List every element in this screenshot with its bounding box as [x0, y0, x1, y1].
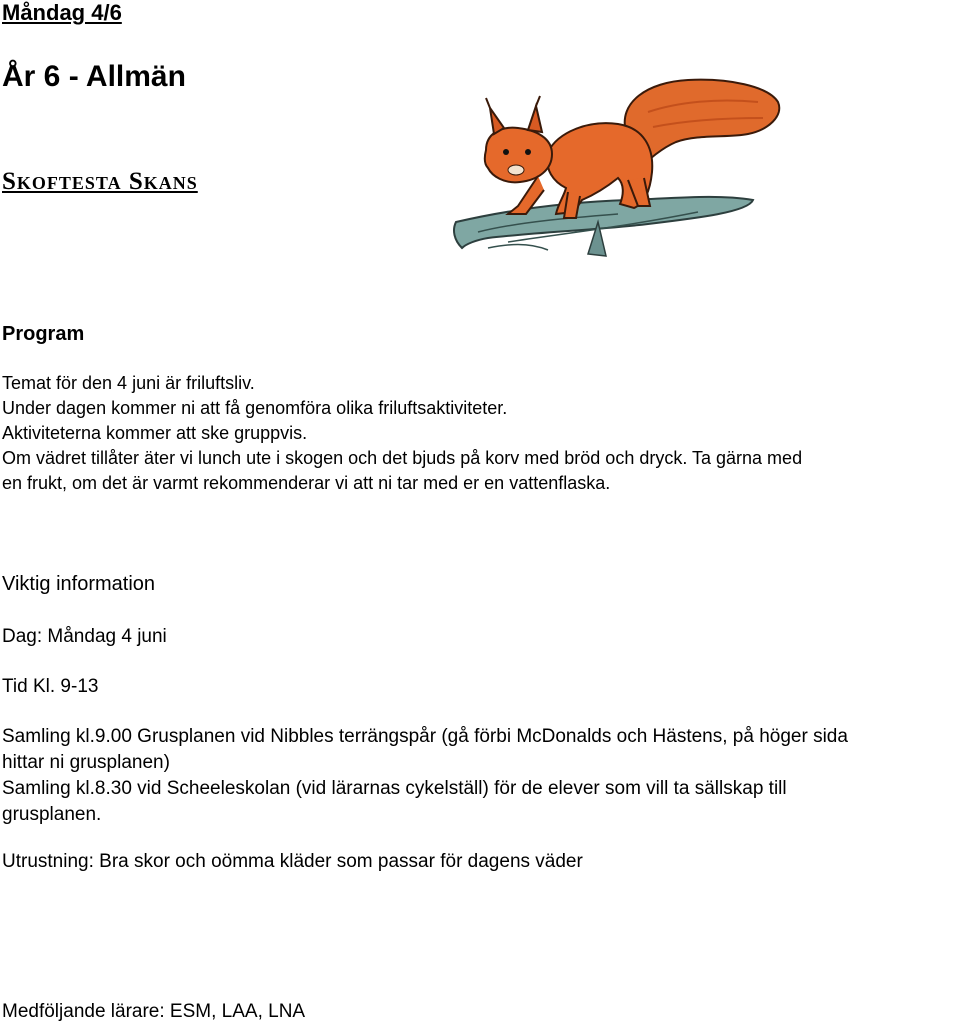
day-text: Dag: Måndag 4 juni	[2, 626, 167, 647]
program-line: en frukt, om det är varmt rekommenderar vi att ni tar med er en vattenflaska.	[2, 473, 611, 493]
program-line: Temat för den 4 juni är friluftsliv.	[2, 373, 255, 393]
important-info-title: Viktig information	[2, 573, 156, 595]
equipment-text: Utrustning: Bra skor och oömma kläder som passar för dagens väder	[2, 851, 583, 872]
meeting-line: grusplanen.	[2, 804, 102, 825]
place-heading: Skoftesta Skans	[2, 168, 198, 195]
branch-shape	[454, 197, 753, 248]
meeting-line: Samling kl.8.30 vid Scheeleskolan (vid lärarnas cykelställ) för de elever som vill ta sällskap till	[2, 778, 787, 799]
teachers-text: Medföljande lärare: ESM, LAA, LNA	[2, 1001, 306, 1022]
class-heading: År 6 - Allmän	[2, 60, 186, 93]
program-text	[2, 371, 802, 496]
program-line: Om vädret tillåter äter vi lunch ute i skogen och det bjuds på korv med bröd och dryck. Ta gärna med	[2, 448, 803, 468]
time-text: Tid Kl. 9-13	[2, 676, 99, 697]
program-line: Under dagen kommer ni att få genomföra olika friluftsaktiviteter.	[2, 398, 508, 418]
meeting-line: Samling kl.9.00 Grusplanen vid Nibbles terrängspår (gå förbi McDonalds och Hästens, på höger sida	[2, 726, 848, 747]
date-heading: Måndag 4/6	[2, 0, 122, 25]
program-line: Aktiviteterna kommer att ske gruppvis.	[2, 423, 308, 443]
squirrel-illustration	[448, 72, 788, 262]
meeting-point-text	[2, 724, 848, 828]
program-title: Program	[2, 323, 85, 345]
meeting-line: hittar ni grusplanen)	[2, 752, 170, 773]
